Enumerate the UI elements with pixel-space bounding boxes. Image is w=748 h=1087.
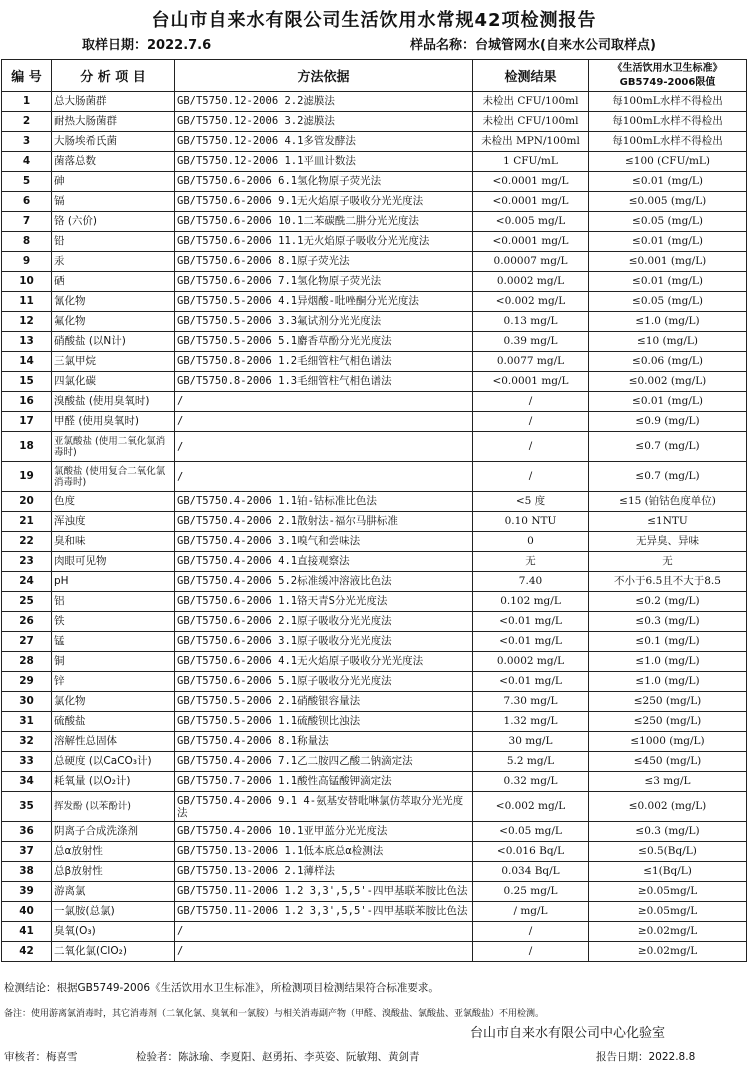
cell-item: 汞	[52, 252, 175, 272]
results-table	[1, 59, 747, 962]
cell-result: <0.002 mg/L	[473, 792, 589, 822]
cell-method: GB/T5750.6-2006 9.1无火焰原子吸收分光光度法	[175, 192, 473, 212]
cell-no: 27	[2, 632, 52, 652]
cell-limit: 每100mL水样不得检出	[589, 112, 747, 132]
cell-result: <0.01 mg/L	[473, 632, 589, 652]
cell-item: 总大肠菌群	[52, 92, 175, 112]
cell-result: 0.13 mg/L	[473, 312, 589, 332]
cell-limit: ≤0.01 (mg/L)	[589, 272, 747, 292]
report-date	[596, 1049, 695, 1064]
cell-no: 24	[2, 572, 52, 592]
cell-method: GB/T5750.5-2006 5.1麝香草酚分光光度法	[175, 332, 473, 352]
lab-name: 台山市自来水有限公司中心化验室	[470, 1026, 666, 1041]
cell-method: GB/T5750.8-2006 1.3毛细管柱气相色谱法	[175, 372, 473, 392]
cell-result: <0.05 mg/L	[473, 822, 589, 842]
cell-item: 砷	[52, 172, 175, 192]
table-row	[2, 212, 747, 232]
cell-result: 1.32 mg/L	[473, 712, 589, 732]
header-item: 分 析 项 目	[52, 60, 175, 92]
cell-no: 13	[2, 332, 52, 352]
cell-no: 35	[2, 792, 52, 822]
cell-limit: ≤0.05 (mg/L)	[589, 292, 747, 312]
table-row	[2, 672, 747, 692]
cell-method: GB/T5750.4-2006 2.1散射法-福尔马肼标准	[175, 512, 473, 532]
cell-item: 氯酸盐 (使用复合二氧化氯消毒时)	[52, 462, 175, 492]
table-row	[2, 552, 747, 572]
cell-item: 氯化物	[52, 692, 175, 712]
cell-result: 未检出 CFU/100ml	[473, 112, 589, 132]
cell-result: 1 CFU/mL	[473, 152, 589, 172]
table-row	[2, 152, 747, 172]
table-row	[2, 592, 747, 612]
cell-limit: ≤0.01 (mg/L)	[589, 392, 747, 412]
cell-item: 色度	[52, 492, 175, 512]
cell-result: /	[473, 922, 589, 942]
cell-method: GB/T5750.11-2006 1.2 3,3',5,5'-四甲基联苯胺比色法	[175, 902, 473, 922]
cell-no: 34	[2, 772, 52, 792]
cell-result: 7.30 mg/L	[473, 692, 589, 712]
cell-method: GB/T5750.4-2006 8.1称量法	[175, 732, 473, 752]
cell-limit: ≤0.1 (mg/L)	[589, 632, 747, 652]
cell-item: 甲醛 (使用臭氧时)	[52, 412, 175, 432]
cell-limit: ≤0.3 (mg/L)	[589, 612, 747, 632]
table-row	[2, 292, 747, 312]
cell-result: 7.40	[473, 572, 589, 592]
cell-result: 0	[473, 532, 589, 552]
table-row	[2, 432, 747, 462]
table-row	[2, 612, 747, 632]
inspectors	[136, 1049, 420, 1064]
table-row	[2, 862, 747, 882]
cell-result: /	[473, 432, 589, 462]
cell-no: 30	[2, 692, 52, 712]
cell-item: 氟化物	[52, 312, 175, 332]
sample-name-value: 台城管网水(自来水公司取样点)	[475, 38, 656, 53]
table-row	[2, 792, 747, 822]
cell-item: 总硬度 (以CaCO₃计)	[52, 752, 175, 772]
sample-name-label: 样品名称：	[410, 38, 476, 53]
cell-item: 二氧化氯(ClO₂)	[52, 942, 175, 962]
table-row	[2, 882, 747, 902]
reviewer-name: 梅喜雪	[46, 1051, 78, 1063]
cell-limit: ≤0.9 (mg/L)	[589, 412, 747, 432]
cell-item: 菌落总数	[52, 152, 175, 172]
cell-limit: ≤0.06 (mg/L)	[589, 352, 747, 372]
cell-no: 3	[2, 132, 52, 152]
cell-result: 0.034 Bq/L	[473, 862, 589, 882]
table-row	[2, 332, 747, 352]
cell-result: /	[473, 942, 589, 962]
cell-no: 36	[2, 822, 52, 842]
cell-no: 15	[2, 372, 52, 392]
cell-method: /	[175, 942, 473, 962]
cell-limit: ≤0.01 (mg/L)	[589, 172, 747, 192]
cell-method: GB/T5750.4-2006 3.1嗅气和尝味法	[175, 532, 473, 552]
cell-no: 14	[2, 352, 52, 372]
reviewer	[4, 1049, 78, 1064]
cell-no: 23	[2, 552, 52, 572]
cell-method: GB/T5750.8-2006 1.2毛细管柱气相色谱法	[175, 352, 473, 372]
cell-method: /	[175, 392, 473, 412]
cell-item: 铬 (六价)	[52, 212, 175, 232]
table-row	[2, 712, 747, 732]
cell-limit: ≤0.01 (mg/L)	[589, 232, 747, 252]
table-row	[2, 172, 747, 192]
cell-method: /	[175, 462, 473, 492]
cell-item: 四氯化碳	[52, 372, 175, 392]
cell-no: 12	[2, 312, 52, 332]
header-result: 检测结果	[473, 60, 589, 92]
cell-item: 锰	[52, 632, 175, 652]
cell-method: GB/T5750.13-2006 1.1低本底总α检测法	[175, 842, 473, 862]
cell-limit: 无异臭、异味	[589, 532, 747, 552]
report-date-label: 报告日期：	[596, 1051, 649, 1063]
cell-limit: ≤250 (mg/L)	[589, 712, 747, 732]
table-row	[2, 842, 747, 862]
sample-date-value: 2022.7.6	[147, 38, 212, 53]
table-row	[2, 252, 747, 272]
cell-result: 0.00007 mg/L	[473, 252, 589, 272]
sample-date-label: 取样日期：	[82, 38, 148, 53]
cell-no: 4	[2, 152, 52, 172]
cell-no: 9	[2, 252, 52, 272]
cell-method: GB/T5750.12-2006 4.1多管发酵法	[175, 132, 473, 152]
cell-item: 游离氯	[52, 882, 175, 902]
cell-item: 耗氧量 (以O₂计)	[52, 772, 175, 792]
cell-method: GB/T5750.4-2006 10.1亚甲蓝分光光度法	[175, 822, 473, 842]
cell-result: <0.002 mg/L	[473, 292, 589, 312]
cell-limit: 每100mL水样不得检出	[589, 132, 747, 152]
cell-no: 38	[2, 862, 52, 882]
sample-date	[82, 34, 211, 53]
cell-result: 0.25 mg/L	[473, 882, 589, 902]
sample-name	[410, 34, 656, 53]
cell-result: <0.016 Bq/L	[473, 842, 589, 862]
table-header-row	[2, 60, 747, 92]
cell-item: 臭氧(O₃)	[52, 922, 175, 942]
cell-method: GB/T5750.7-2006 1.1酸性高锰酸钾滴定法	[175, 772, 473, 792]
note: 备注：使用游离氯消毒时，其它消毒剂（二氧化氯、臭氧和一氯胺）与相关消毒副产物（甲醛、溴酸盐、氯酸盐、亚氯酸盐）不用检测。	[4, 1009, 545, 1019]
cell-method: GB/T5750.4-2006 4.1直接观察法	[175, 552, 473, 572]
cell-limit: 无	[589, 552, 747, 572]
table-row	[2, 392, 747, 412]
cell-no: 16	[2, 392, 52, 412]
table-row	[2, 942, 747, 962]
cell-method: GB/T5750.6-2006 11.1无火焰原子吸收分光光度法	[175, 232, 473, 252]
cell-limit: ≤0.001 (mg/L)	[589, 252, 747, 272]
cell-method: GB/T5750.4-2006 1.1铂-钴标准比色法	[175, 492, 473, 512]
cell-no: 41	[2, 922, 52, 942]
table-row	[2, 132, 747, 152]
cell-no: 8	[2, 232, 52, 252]
cell-no: 20	[2, 492, 52, 512]
cell-no: 42	[2, 942, 52, 962]
cell-method: GB/T5750.5-2006 1.1硫酸钡比浊法	[175, 712, 473, 732]
table-row	[2, 652, 747, 672]
table-row	[2, 492, 747, 512]
inspectors-label: 检验者：	[136, 1051, 178, 1063]
cell-method: /	[175, 432, 473, 462]
cell-no: 25	[2, 592, 52, 612]
cell-item: 大肠埃希氏菌	[52, 132, 175, 152]
cell-method: GB/T5750.4-2006 9.1 4-氨基安替吡啉氯仿萃取分光光度法	[175, 792, 473, 822]
cell-limit: ≤450 (mg/L)	[589, 752, 747, 772]
cell-item: 挥发酚 (以苯酚计)	[52, 792, 175, 822]
cell-result: <0.01 mg/L	[473, 612, 589, 632]
table-row	[2, 572, 747, 592]
cell-method: GB/T5750.5-2006 4.1异烟酸-吡唑酮分光光度法	[175, 292, 473, 312]
table-row	[2, 462, 747, 492]
cell-item: 三氯甲烷	[52, 352, 175, 372]
cell-item: 肉眼可见物	[52, 552, 175, 572]
header-standard	[589, 60, 747, 92]
cell-method: GB/T5750.4-2006 7.1乙二胺四乙酸二钠滴定法	[175, 752, 473, 772]
cell-limit: ≤3 mg/L	[589, 772, 747, 792]
table-body	[2, 92, 747, 962]
cell-item: pH	[52, 572, 175, 592]
cell-limit: ≤100 (CFU/mL)	[589, 152, 747, 172]
cell-result: 未检出 MPN/100ml	[473, 132, 589, 152]
cell-result: 0.0002 mg/L	[473, 652, 589, 672]
cell-item: 臭和味	[52, 532, 175, 552]
cell-method: GB/T5750.13-2006 2.1薄样法	[175, 862, 473, 882]
cell-no: 7	[2, 212, 52, 232]
cell-limit: ≥0.05mg/L	[589, 902, 747, 922]
cell-result: / mg/L	[473, 902, 589, 922]
cell-result: /	[473, 412, 589, 432]
cell-result: /	[473, 462, 589, 492]
table-row	[2, 352, 747, 372]
cell-no: 17	[2, 412, 52, 432]
cell-item: 铝	[52, 592, 175, 612]
header-standard-code: GB5749-2006限值	[619, 76, 716, 88]
table-row	[2, 732, 747, 752]
inspectors-names: 陈詠瑜、李夏阳、赵勇拓、李英姿、阮敏翔、黄剑青	[178, 1051, 420, 1063]
cell-no: 6	[2, 192, 52, 212]
cell-item: 阴离子合成洗涤剂	[52, 822, 175, 842]
cell-item: 镉	[52, 192, 175, 212]
cell-limit: ≤1.0 (mg/L)	[589, 652, 747, 672]
header-standard-name: 《生活饮用水卫生标准》	[612, 62, 723, 74]
cell-item: 总β放射性	[52, 862, 175, 882]
cell-item: 浑浊度	[52, 512, 175, 532]
cell-no: 32	[2, 732, 52, 752]
cell-method: GB/T5750.11-2006 1.2 3,3',5,5'-四甲基联苯胺比色法	[175, 882, 473, 902]
cell-method: GB/T5750.6-2006 8.1原子荧光法	[175, 252, 473, 272]
cell-item: 耐热大肠菌群	[52, 112, 175, 132]
cell-no: 18	[2, 432, 52, 462]
cell-item: 铁	[52, 612, 175, 632]
cell-result: 30 mg/L	[473, 732, 589, 752]
table-row	[2, 112, 747, 132]
cell-method: GB/T5750.6-2006 5.1原子吸收分光光度法	[175, 672, 473, 692]
table-row	[2, 312, 747, 332]
cell-limit: ≤0.3 (mg/L)	[589, 822, 747, 842]
cell-result: 0.102 mg/L	[473, 592, 589, 612]
cell-limit: 每100mL水样不得检出	[589, 92, 747, 112]
report-date-value: 2022.8.8	[648, 1051, 696, 1063]
cell-limit: ≤0.002 (mg/L)	[589, 792, 747, 822]
cell-item: 锌	[52, 672, 175, 692]
cell-method: /	[175, 922, 473, 942]
cell-no: 40	[2, 902, 52, 922]
cell-no: 39	[2, 882, 52, 902]
cell-result: 0.39 mg/L	[473, 332, 589, 352]
cell-limit: ≤1000 (mg/L)	[589, 732, 747, 752]
cell-item: 总α放射性	[52, 842, 175, 862]
cell-method: GB/T5750.6-2006 6.1氢化物原子荧光法	[175, 172, 473, 192]
cell-no: 29	[2, 672, 52, 692]
cell-result: <0.0001 mg/L	[473, 372, 589, 392]
table-row	[2, 632, 747, 652]
cell-method: GB/T5750.6-2006 2.1原子吸收分光光度法	[175, 612, 473, 632]
conclusion: 检测结论：根据GB5749-2006《生活饮用水卫生标准》，所检测项目检测结果符合标准要求。	[4, 982, 439, 994]
cell-limit: ≤0.7 (mg/L)	[589, 432, 747, 462]
table-row	[2, 692, 747, 712]
cell-result: /	[473, 392, 589, 412]
cell-no: 21	[2, 512, 52, 532]
cell-result: 未检出 CFU/100ml	[473, 92, 589, 112]
cell-result: <0.0001 mg/L	[473, 192, 589, 212]
cell-method: GB/T5750.5-2006 3.3氟试剂分光光度法	[175, 312, 473, 332]
header-no: 编 号	[2, 60, 52, 92]
cell-limit: ≤0.5(Bq/L)	[589, 842, 747, 862]
cell-result: <5 度	[473, 492, 589, 512]
cell-result: 0.0002 mg/L	[473, 272, 589, 292]
reviewer-label: 审核者：	[4, 1051, 46, 1063]
cell-result: <0.005 mg/L	[473, 212, 589, 232]
cell-limit: ≤0.002 (mg/L)	[589, 372, 747, 392]
cell-result: 0.0077 mg/L	[473, 352, 589, 372]
cell-item: 溴酸盐 (使用臭氧时)	[52, 392, 175, 412]
table-row	[2, 272, 747, 292]
cell-result: <0.0001 mg/L	[473, 232, 589, 252]
table-row	[2, 902, 747, 922]
cell-no: 10	[2, 272, 52, 292]
cell-limit: ≤0.2 (mg/L)	[589, 592, 747, 612]
cell-result: <0.01 mg/L	[473, 672, 589, 692]
cell-no: 31	[2, 712, 52, 732]
table-row	[2, 922, 747, 942]
cell-method: GB/T5750.12-2006 1.1平皿计数法	[175, 152, 473, 172]
cell-method: GB/T5750.6-2006 3.1原子吸收分光光度法	[175, 632, 473, 652]
cell-item: 氰化物	[52, 292, 175, 312]
cell-method: GB/T5750.12-2006 2.2滤膜法	[175, 92, 473, 112]
cell-method: GB/T5750.12-2006 3.2滤膜法	[175, 112, 473, 132]
report-title: 台山市自来水有限公司生活饮用水常规42项检测报告	[151, 10, 597, 31]
cell-limit: ≥0.02mg/L	[589, 922, 747, 942]
cell-limit: ≤1NTU	[589, 512, 747, 532]
cell-limit: ≤0.05 (mg/L)	[589, 212, 747, 232]
cell-limit: ≤15 (铂钴色度单位)	[589, 492, 747, 512]
cell-limit: ≤250 (mg/L)	[589, 692, 747, 712]
cell-no: 33	[2, 752, 52, 772]
header-method: 方法依据	[175, 60, 473, 92]
cell-no: 1	[2, 92, 52, 112]
cell-method: GB/T5750.5-2006 2.1硝酸银容量法	[175, 692, 473, 712]
cell-item: 硫酸盐	[52, 712, 175, 732]
cell-no: 28	[2, 652, 52, 672]
cell-method: GB/T5750.6-2006 4.1无火焰原子吸收分光光度法	[175, 652, 473, 672]
cell-item: 铅	[52, 232, 175, 252]
cell-limit: ≤1.0 (mg/L)	[589, 672, 747, 692]
cell-limit: ≤0.7 (mg/L)	[589, 462, 747, 492]
cell-limit: ≥0.02mg/L	[589, 942, 747, 962]
cell-method: GB/T5750.6-2006 1.1铬天青S分光光度法	[175, 592, 473, 612]
table-row	[2, 192, 747, 212]
table-row	[2, 92, 747, 112]
cell-limit: 不小于6.5且不大于8.5	[589, 572, 747, 592]
cell-method: GB/T5750.4-2006 5.2标准缓冲溶液比色法	[175, 572, 473, 592]
cell-limit: ≥0.05mg/L	[589, 882, 747, 902]
cell-no: 11	[2, 292, 52, 312]
cell-item: 亚氯酸盐 (使用二氧化氯消毒时)	[52, 432, 175, 462]
table-row	[2, 532, 747, 552]
cell-result: <0.0001 mg/L	[473, 172, 589, 192]
cell-limit: ≤1(Bq/L)	[589, 862, 747, 882]
cell-method: /	[175, 412, 473, 432]
cell-limit: ≤1.0 (mg/L)	[589, 312, 747, 332]
cell-result: 5.2 mg/L	[473, 752, 589, 772]
cell-result: 0.32 mg/L	[473, 772, 589, 792]
cell-no: 22	[2, 532, 52, 552]
table-row	[2, 412, 747, 432]
cell-no: 5	[2, 172, 52, 192]
table-row	[2, 772, 747, 792]
table-row	[2, 232, 747, 252]
cell-limit: ≤10 (mg/L)	[589, 332, 747, 352]
cell-item: 硒	[52, 272, 175, 292]
cell-limit: ≤0.005 (mg/L)	[589, 192, 747, 212]
cell-no: 37	[2, 842, 52, 862]
table-row	[2, 752, 747, 772]
table-row	[2, 822, 747, 842]
cell-item: 溶解性总固体	[52, 732, 175, 752]
cell-method: GB/T5750.6-2006 7.1氢化物原子荧光法	[175, 272, 473, 292]
table-row	[2, 512, 747, 532]
cell-no: 19	[2, 462, 52, 492]
table-row	[2, 372, 747, 392]
cell-item: 硝酸盐 (以N计)	[52, 332, 175, 352]
cell-no: 2	[2, 112, 52, 132]
cell-no: 26	[2, 612, 52, 632]
cell-item: 铜	[52, 652, 175, 672]
cell-method: GB/T5750.6-2006 10.1二苯碳酰二肼分光光度法	[175, 212, 473, 232]
cell-item: 一氯胺(总氯)	[52, 902, 175, 922]
cell-result: 无	[473, 552, 589, 572]
cell-result: 0.10 NTU	[473, 512, 589, 532]
